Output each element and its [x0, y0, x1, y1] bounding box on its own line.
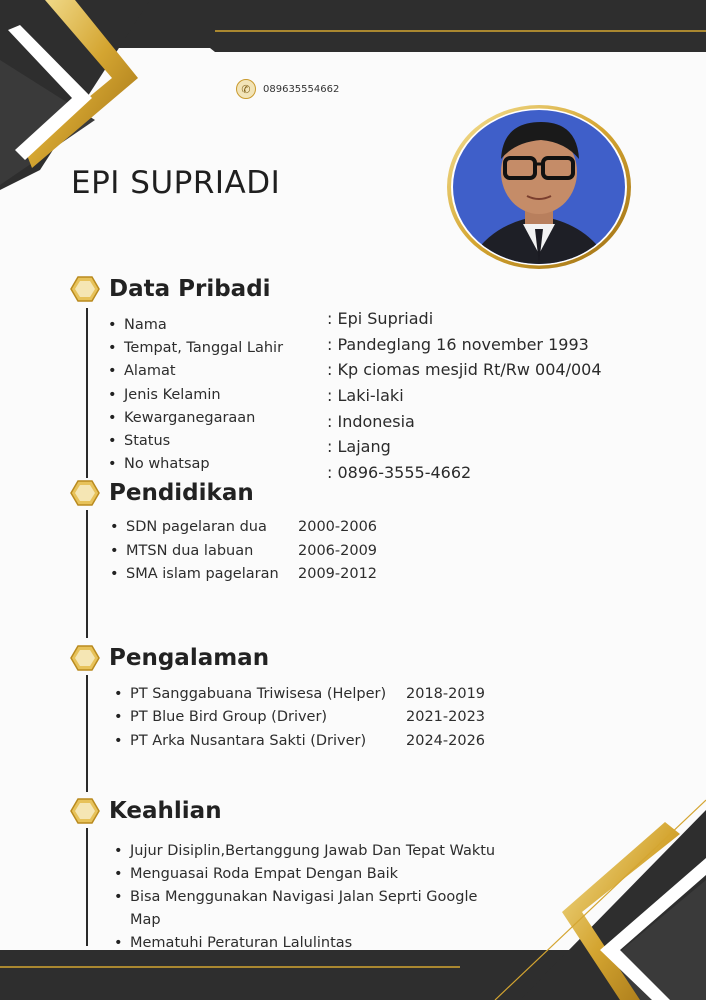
- personal-value: : Lajang: [327, 437, 391, 457]
- personal-label: • Alamat: [106, 363, 283, 386]
- skill-item: • Menguasai Roda Empat Dengan Baik: [112, 863, 522, 886]
- experience-role: • PT Sanggabuana Triwisesa (Helper): [130, 686, 387, 702]
- experience-years: 2018-2019: [406, 686, 486, 702]
- experience-list: [112, 686, 485, 756]
- experience-role: • PT Blue Bird Group (Driver): [130, 709, 328, 726]
- experience-item: [112, 686, 485, 709]
- section-experience-label: Pengalaman: [109, 645, 270, 671]
- education-school: • SDN pagelaran dua: [126, 519, 267, 535]
- education-years: 2000-2006: [298, 519, 378, 535]
- education-school: • MTSN dua labuan: [126, 542, 254, 559]
- personal-value: : Epi Supriadi: [327, 309, 434, 328]
- skills-list: [112, 840, 522, 955]
- experience-item: [112, 733, 485, 756]
- education-item: [108, 543, 377, 567]
- phone-icon: ✆: [236, 79, 256, 99]
- education-school: • SMA islam pagelaran: [126, 566, 279, 582]
- personal-label: • Jenis Kelamin: [106, 387, 283, 410]
- section-skills-label: Keahlian: [109, 798, 222, 824]
- timeline-line: [86, 828, 88, 946]
- education-years: 2009-2012: [298, 566, 378, 582]
- experience-item: [112, 709, 485, 732]
- skill-item: • Bisa Menggunakan Navigasi Jalan Seprti Google Map: [112, 886, 510, 932]
- timeline-line: [86, 675, 88, 792]
- personal-value: : Kp ciomas mesjid Rt/Rw 004/004: [327, 360, 602, 380]
- section-education-label: Pendidikan: [109, 480, 254, 506]
- section-education-title: [70, 480, 254, 506]
- education-years: 2006-2009: [298, 542, 378, 559]
- personal-label: • Status: [106, 433, 283, 456]
- education-item: [108, 519, 377, 543]
- hexagon-icon: [70, 645, 100, 671]
- hexagon-icon: [70, 276, 100, 302]
- experience-years: 2024-2026: [406, 732, 486, 749]
- timeline-line: [86, 308, 88, 478]
- profile-photo: [445, 104, 633, 271]
- hexagon-icon: [70, 480, 100, 506]
- hexagon-icon: [70, 798, 100, 824]
- section-personal-label: Data Pribadi: [109, 276, 271, 302]
- section-personal-title: [70, 276, 271, 302]
- education-item: [108, 566, 377, 590]
- personal-label: • Nama: [106, 317, 283, 340]
- experience-role: • PT Arka Nusantara Sakti (Driver): [130, 732, 367, 749]
- timeline-line: [86, 510, 88, 638]
- personal-label: • Tempat, Tanggal Lahir: [106, 340, 283, 363]
- skill-item: • Mematuhi Peraturan Lalulintas: [112, 932, 522, 955]
- personal-label: • Kewarganegaraan: [106, 410, 283, 433]
- personal-values: [327, 306, 602, 486]
- skill-item: • Jujur Disiplin,Bertanggung Jawab Dan Tepat Waktu: [112, 840, 522, 863]
- personal-labels: [106, 317, 283, 479]
- phone-number: 089635554662: [263, 83, 340, 95]
- section-experience-title: [70, 645, 269, 671]
- personal-label: • No whatsap: [106, 456, 283, 479]
- phone-contact: [236, 79, 339, 99]
- section-skills-title: [70, 798, 222, 824]
- experience-years: 2021-2023: [406, 709, 486, 726]
- education-list: [108, 519, 377, 590]
- person-name: EPI SUPRIADI: [71, 165, 281, 201]
- personal-value: : Laki-laki: [327, 386, 404, 406]
- personal-value: : Indonesia: [327, 411, 415, 431]
- personal-value: : 0896-3555-4662: [327, 463, 472, 483]
- personal-value: : Pandeglang 16 november 1993: [327, 334, 589, 354]
